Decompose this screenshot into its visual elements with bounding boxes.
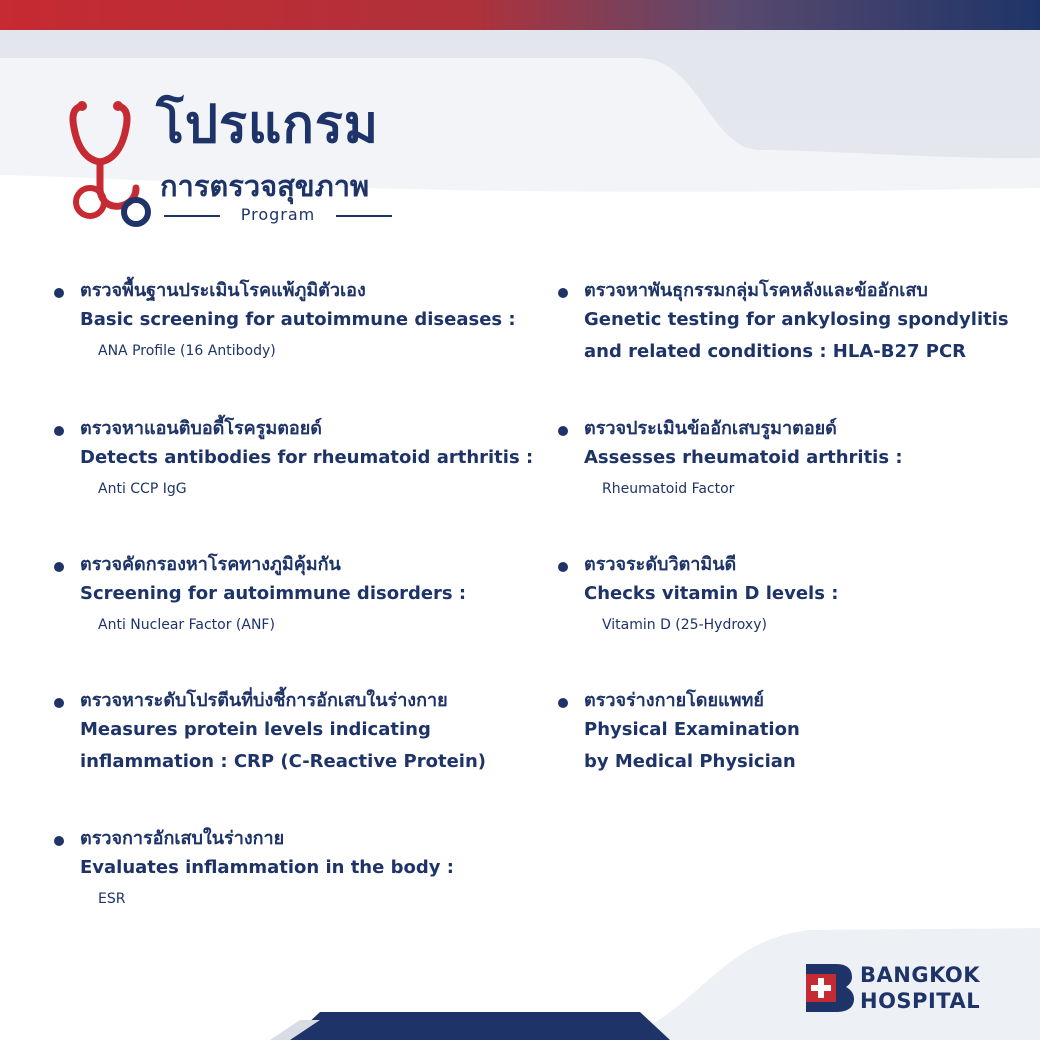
bullet-icon	[558, 562, 568, 572]
stethoscope-icon	[68, 98, 154, 228]
bullet-icon	[558, 288, 568, 298]
program-header	[68, 92, 408, 242]
item-test-detail: Anti CCP IgG	[98, 481, 187, 497]
bangkok-hospital-logo	[806, 962, 1016, 1018]
item-thai-label: ตรวจการอักเสบในร่างกาย	[80, 828, 285, 849]
item-thai-label: ตรวจพื้นฐานประเมินโรคแพ้ภูมิตัวเอง	[80, 280, 366, 301]
item-english-label: Checks vitamin D levels :	[584, 583, 839, 604]
logo-wordmark	[860, 962, 980, 1014]
bullet-icon	[558, 698, 568, 708]
program-subtitle: การตรวจสุขภาพ	[160, 169, 370, 203]
logo-line-bangkok: BANGKOK	[860, 963, 981, 987]
list-item	[52, 416, 534, 552]
list-item	[52, 278, 522, 416]
item-english-label: inflammation : CRP (C-Reactive Protein)	[80, 751, 486, 772]
item-test-detail: ANA Profile (16 Antibody)	[98, 343, 276, 359]
item-thai-label: ตรวจคัดกรองหาโรคทางภูมิคุ้มกัน	[80, 554, 341, 575]
item-thai-label: ตรวจร่างกายโดยแพทย์	[584, 690, 764, 711]
item-english-label: Detects antibodies for rheumatoid arthritis :	[80, 447, 534, 468]
list-item	[52, 552, 522, 688]
item-test-detail: Vitamin D (25-Hydroxy)	[602, 617, 767, 633]
bullet-icon	[54, 288, 64, 298]
item-english-label: by Medical Physician	[584, 751, 796, 772]
logo-line-hospital: HOSPITAL	[860, 989, 981, 1013]
bullet-icon	[558, 426, 568, 436]
left-program-list	[52, 278, 534, 914]
item-english-label: Evaluates inflammation in the body :	[80, 857, 454, 878]
bullet-icon	[54, 836, 64, 846]
item-thai-label: ตรวจประเมินข้ออักเสบรูมาตอยด์	[584, 418, 837, 439]
list-item	[556, 278, 1026, 416]
list-item	[556, 416, 1026, 552]
item-english-label: Assesses rheumatoid arthritis :	[584, 447, 903, 468]
item-thai-label: ตรวจหาแอนติบอดี้โรครูมตอยด์	[80, 418, 322, 439]
item-thai-label: ตรวจหาระดับโปรตีนที่บ่งชี้การอักเสบในร่างกาย	[80, 690, 448, 711]
item-english-label: Measures protein levels indicating	[80, 719, 431, 740]
program-english-label: Program	[164, 204, 392, 226]
bullet-icon	[54, 698, 64, 708]
list-item	[52, 688, 522, 826]
item-test-detail: Rheumatoid Factor	[602, 481, 735, 497]
list-item	[52, 826, 522, 914]
item-english-label: Physical Examination	[584, 719, 800, 740]
item-test-detail: Anti Nuclear Factor (ANF)	[98, 617, 275, 633]
item-test-detail: ESR	[98, 891, 126, 907]
item-english-label: Basic screening for autoimmune diseases :	[80, 309, 516, 330]
list-item	[556, 688, 1026, 778]
item-english-label: and related conditions : HLA-B27 PCR	[584, 341, 967, 362]
item-thai-label: ตรวจระดับวิตามินดี	[584, 554, 737, 575]
program-title: โปรแกรม	[156, 95, 380, 155]
bullet-icon	[54, 562, 64, 572]
bangkok-hospital-logo-icon	[806, 964, 854, 1012]
item-thai-label: ตรวจหาพันธุกรรมกลุ่มโรคหลังและข้ออักเสบ	[584, 280, 928, 301]
bullet-icon	[54, 426, 64, 436]
item-english-label: Screening for autoimmune disorders :	[80, 583, 467, 604]
right-program-list	[556, 278, 1026, 778]
item-english-label: Genetic testing for ankylosing spondylitis	[584, 309, 1009, 330]
list-item	[556, 552, 1026, 688]
